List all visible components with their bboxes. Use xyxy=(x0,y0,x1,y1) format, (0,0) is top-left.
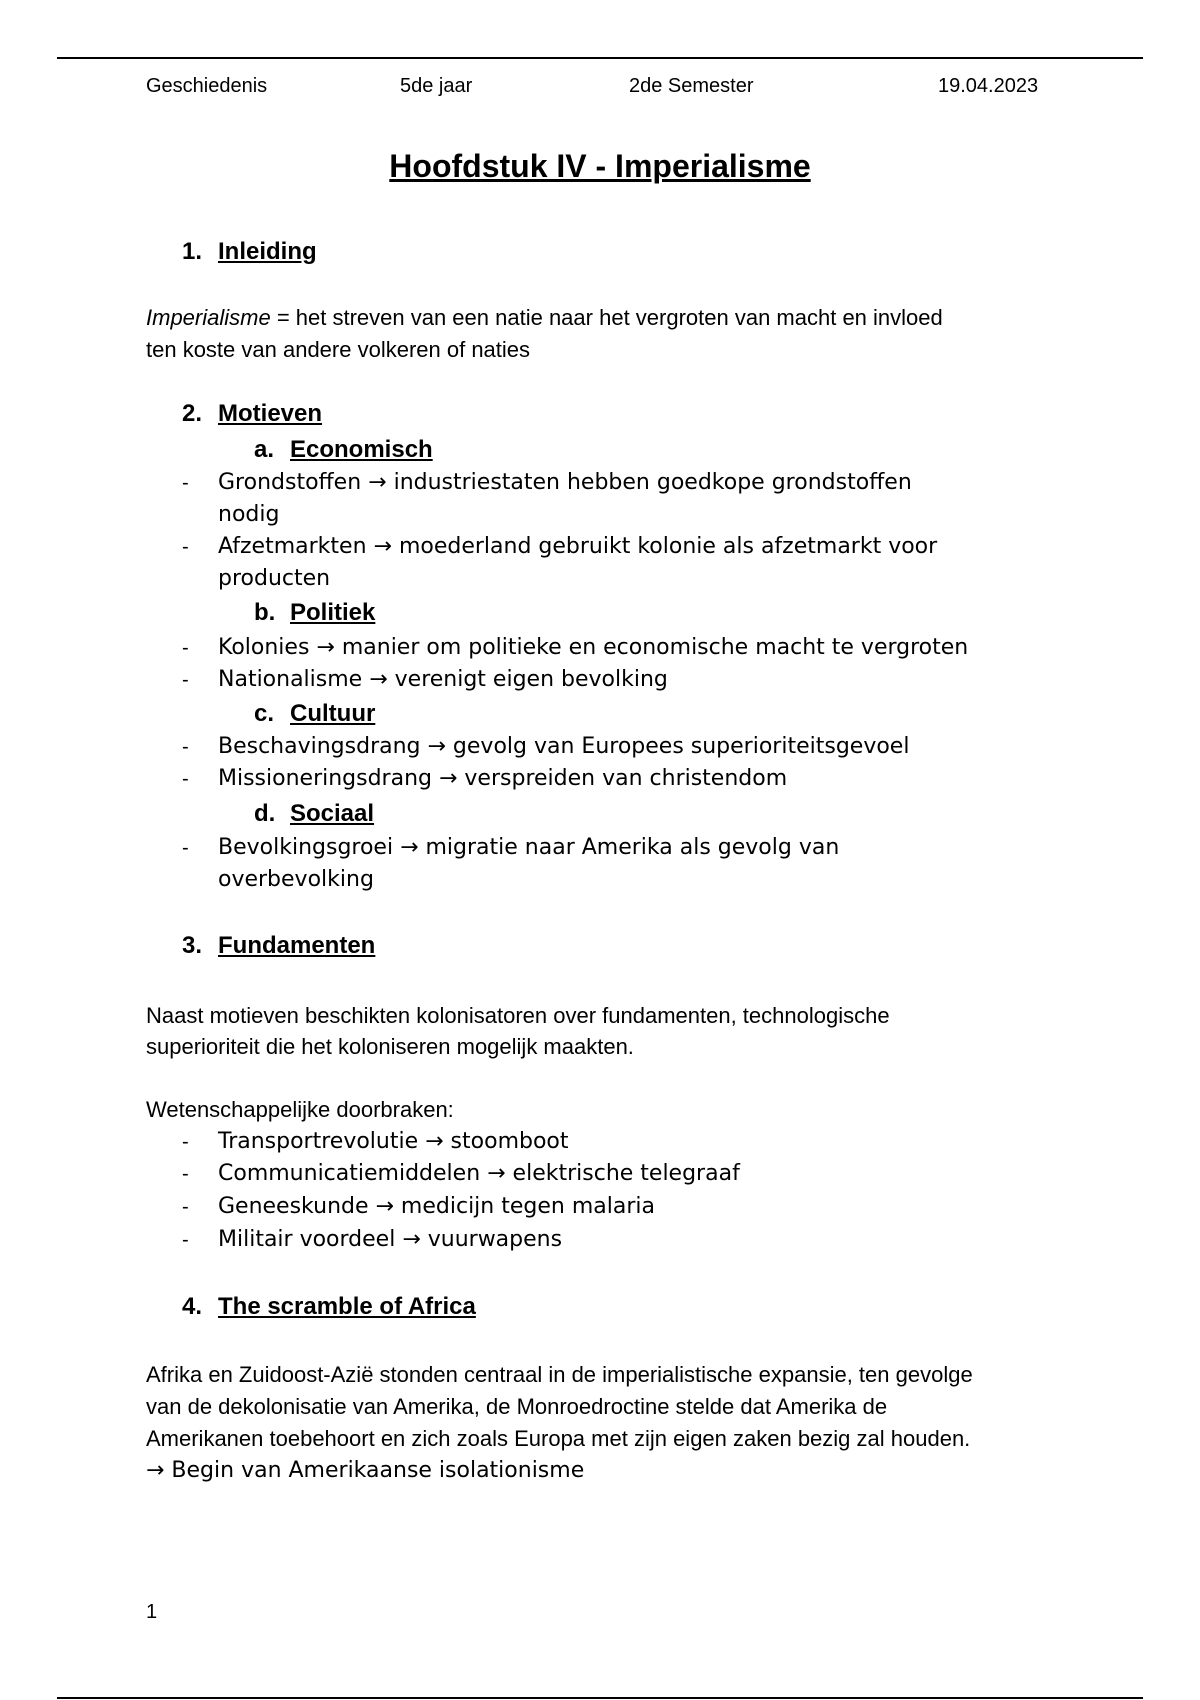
header-subject: Geschiedenis xyxy=(146,75,268,97)
footer-rule xyxy=(57,1697,1143,1699)
definition-line-2: ten koste van andere volkeren of naties xyxy=(146,337,531,362)
paragraph-line: Amerikanen toebehoort en zich zoals Europa met zijn eigen zaken bezig zal houden. xyxy=(146,1426,971,1451)
header-date: 19.04.2023 xyxy=(938,75,1039,97)
list-item: Nationalisme → verenigt eigen bevolking xyxy=(218,667,668,692)
list-item: Kolonies → manier om politieke en economische macht te vergroten xyxy=(218,635,969,660)
subsection-heading-cultuur: Cultuur xyxy=(290,700,376,727)
subsection-heading-politiek: Politiek xyxy=(290,599,376,626)
section-number: 1. xyxy=(182,238,203,265)
subsection-letter: a. xyxy=(254,436,275,463)
subsection-letter: d. xyxy=(254,800,276,827)
list-bullet: - xyxy=(182,1131,189,1153)
list-bullet: - xyxy=(182,1229,189,1251)
page-title: Hoofdstuk IV - Imperialisme xyxy=(389,148,811,184)
section-number: 3. xyxy=(182,932,203,959)
list-bullet: - xyxy=(182,472,189,494)
subsection-letter: b. xyxy=(254,599,276,626)
list-item: Communicatiemiddelen → elektrische telegraaf xyxy=(218,1161,740,1186)
list-intro: Wetenschappelijke doorbraken: xyxy=(146,1097,454,1122)
list-item-continuation: overbevolking xyxy=(218,867,374,892)
paragraph-line: van de dekolonisatie van Amerika, de Monroedroctine stelde dat Amerika de xyxy=(146,1394,888,1419)
paragraph-line: Naast motieven beschikten kolonisatoren over fundamenten, technologische xyxy=(146,1003,890,1028)
header-rule xyxy=(57,57,1143,59)
list-item: Geneeskunde → medicijn tegen malaria xyxy=(218,1194,655,1219)
list-item-continuation: nodig xyxy=(218,502,280,527)
section-number: 4. xyxy=(182,1293,203,1320)
list-item-continuation: producten xyxy=(218,566,331,591)
list-item: Afzetmarkten → moederland gebruikt kolonie als afzetmarkt voor xyxy=(218,534,938,559)
conclusion-line: → Begin van Amerikaanse isolationisme xyxy=(146,1458,585,1483)
list-item: Beschavingsdrang → gevolg van Europees superioriteitsgevoel xyxy=(218,734,910,759)
subsection-heading-economisch: Economisch xyxy=(290,436,433,463)
list-item: Missioneringsdrang → verspreiden van christendom xyxy=(218,766,788,791)
section-heading-scramble: The scramble of Africa xyxy=(218,1293,476,1320)
section-heading-motieven: Motieven xyxy=(218,400,323,427)
list-bullet: - xyxy=(182,536,189,558)
header-year: 5de jaar xyxy=(400,75,473,97)
list-item: Bevolkingsgroei → migratie naar Amerika als gevolg van xyxy=(218,835,840,860)
subsection-heading-sociaal: Sociaal xyxy=(290,800,375,827)
paragraph-line: superioriteit die het koloniseren mogelijk maakten. xyxy=(146,1034,634,1059)
definition-text: = het streven van een natie naar het vergroten van macht en invloed xyxy=(270,305,943,330)
list-bullet: - xyxy=(182,669,189,691)
list-bullet: - xyxy=(182,837,189,859)
list-item: Militair voordeel → vuurwapens xyxy=(218,1227,563,1252)
subsection-letter: c. xyxy=(254,700,275,727)
header-semester: 2de Semester xyxy=(629,75,754,97)
definition-term: Imperialisme xyxy=(146,305,271,330)
list-item: Grondstoffen → industriestaten hebben goedkope grondstoffen xyxy=(218,470,912,495)
list-item: Transportrevolutie → stoomboot xyxy=(218,1129,569,1154)
definition-line xyxy=(146,302,943,334)
section-heading-inleiding: Inleiding xyxy=(218,238,317,265)
list-bullet: - xyxy=(182,736,189,758)
section-number: 2. xyxy=(182,400,203,427)
list-bullet: - xyxy=(182,768,189,790)
list-bullet: - xyxy=(182,637,189,659)
paragraph-line: Afrika en Zuidoost-Azië stonden centraal in de imperialistische expansie, ten gevolge xyxy=(146,1362,973,1387)
list-bullet: - xyxy=(182,1196,189,1218)
page-number: 1 xyxy=(146,1601,158,1623)
list-bullet: - xyxy=(182,1163,189,1185)
section-heading-fundamenten: Fundamenten xyxy=(218,932,376,959)
